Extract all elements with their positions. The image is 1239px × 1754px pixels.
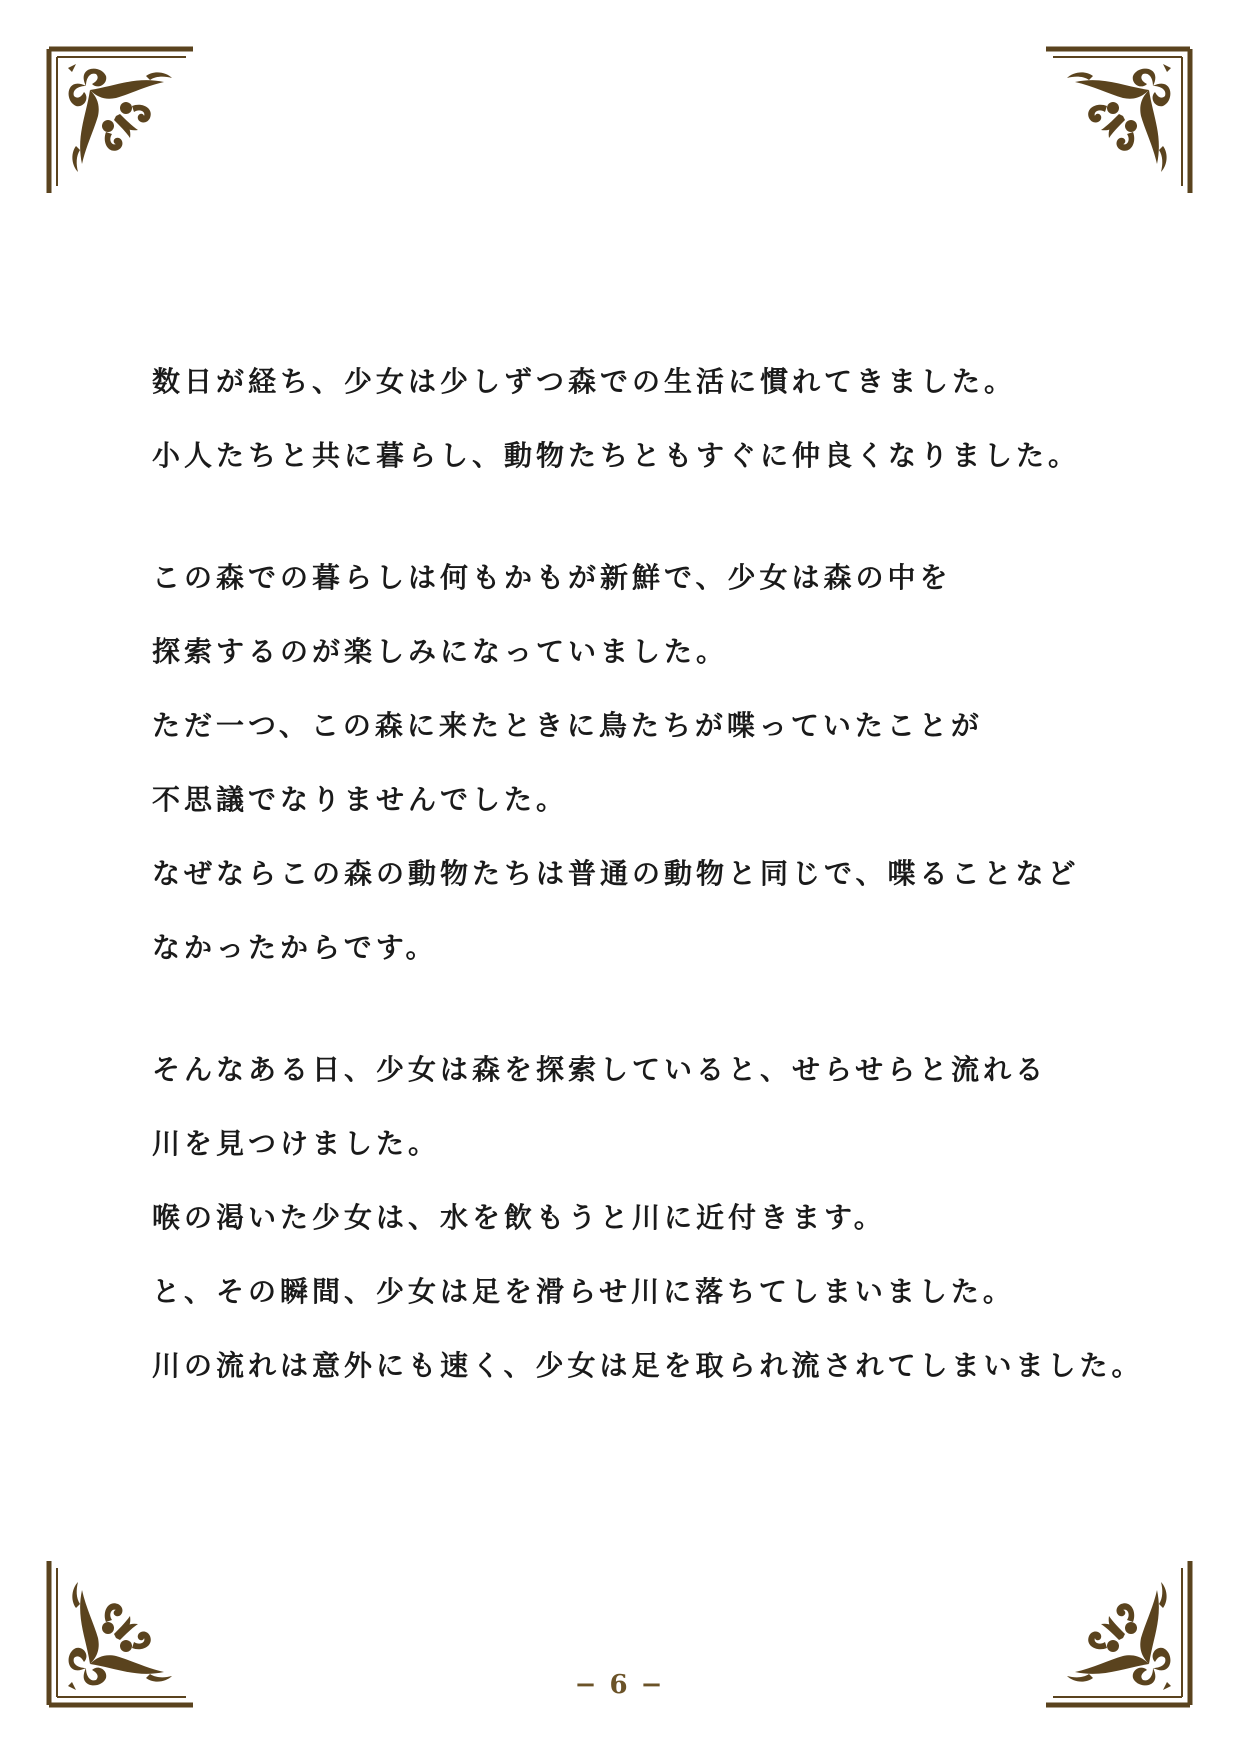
- story-line: 探索するのが楽しみになっていました。: [152, 635, 729, 668]
- corner-ornament-icon: [1043, 46, 1193, 196]
- story-line: なぜならこの森の動物たちは普通の動物と同じで、喋ることなど: [152, 857, 1080, 890]
- story-line: 喉の渇いた少女は、水を飲もうと川に近付きます。: [152, 1201, 886, 1234]
- story-line: この森での暮らしは何もかもが新鮮で、少女は森の中を: [152, 561, 952, 594]
- story-line: 数日が経ち、少女は少しずつ森での生活に慣れてきました。: [152, 365, 1017, 398]
- story-line: 川の流れは意外にも速く、少女は足を取られ流されてしまいました。: [152, 1349, 1144, 1382]
- page-number-dash-left: −: [574, 1670, 599, 1700]
- story-line: なかったからです。: [152, 931, 438, 964]
- story-text: [152, 362, 1144, 1420]
- story-line: 不思議でなりませんでした。: [152, 783, 569, 816]
- page-number-dash-right: −: [640, 1670, 665, 1700]
- story-line: そんなある日、少女は森を探索していると、せらせらと流れる: [152, 1053, 1048, 1086]
- story-line: ただ一つ、この森に来たときに鳥たちが喋っていたことが: [152, 709, 983, 742]
- story-line: 小人たちと共に暮らし、動物たちともすぐに仲良くなりました。: [152, 439, 1081, 472]
- page-number: [0, 1670, 1239, 1700]
- story-line: と、その瞬間、少女は足を滑らせ川に落ちてしまいました。: [152, 1275, 1015, 1308]
- story-line: 川を見つけました。: [152, 1127, 441, 1160]
- corner-ornament-icon: [46, 46, 196, 196]
- page-number-value: 6: [609, 1670, 630, 1700]
